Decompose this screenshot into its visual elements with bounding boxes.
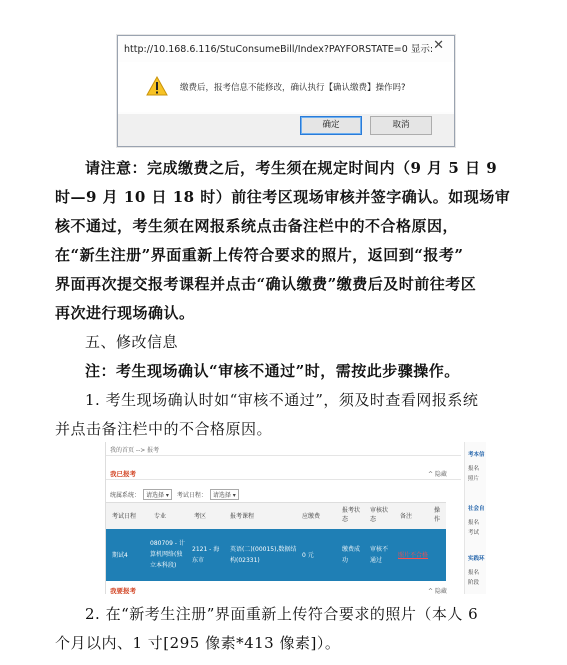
hide-toggle[interactable]: ^ 隐藏 <box>428 471 447 478</box>
panel-item[interactable]: 考试 <box>468 530 480 536</box>
ok-button[interactable]: 确定 <box>300 116 362 135</box>
cell-course-1: 英语(二)(00015),数据结 <box>230 546 297 553</box>
step-2-line-1: 2. 在“新考生注册”界面重新上传符合要求的照片（本人 6 <box>85 605 479 623</box>
cell-status-2: 功 <box>342 557 349 564</box>
right-side-panel <box>464 442 486 594</box>
panel-item[interactable]: 报名 <box>468 520 480 526</box>
cell-audit-1: 审核不 <box>370 546 389 553</box>
panel-item[interactable]: 社会自 <box>468 506 485 512</box>
system-select[interactable]: 请选择 ▾ <box>143 489 172 500</box>
section-title: 我已报考 <box>110 470 136 478</box>
reject-reason-link[interactable]: 照片不合格 <box>398 552 429 559</box>
note-line-3: 核不通过，考生须在网报系统点击备注栏中的不合格原因， <box>55 217 459 235</box>
column-header: 专业 <box>154 513 167 520</box>
cell-course-2: 构(02331) <box>230 557 260 564</box>
panel-item[interactable]: 报名 <box>468 570 480 576</box>
table-header <box>106 502 446 530</box>
section-title: 我要报考 <box>110 587 136 594</box>
cell-audit-2: 通过 <box>370 557 383 564</box>
step-1-line-1: 1. 考生现场确认时如“审核不通过”，须及时查看网报系统 <box>85 391 479 409</box>
warning-icon <box>146 76 168 96</box>
panel-item[interactable]: 报名 <box>468 466 480 472</box>
confirm-dialog <box>117 35 455 147</box>
dialog-message: 缴费后，报考信息不能修改，确认执行【确认缴费】操作吗? <box>180 83 406 93</box>
dialog-title: http://10.168.6.116/StuConsumeBill/Index?PAYFORSTATE=0 显示: <box>124 44 434 55</box>
cell-date: 期试4 <box>112 552 128 559</box>
step-2-line-2: 个月以内、1 寸[295 像素*413 像素]）。 <box>55 634 341 652</box>
schedule-select[interactable]: 请选择 ▾ <box>210 489 239 500</box>
panel-item[interactable]: 照片 <box>468 476 480 482</box>
panel-item[interactable]: 考本信 <box>468 452 485 458</box>
cell-major-3: 立本科段) <box>150 562 177 569</box>
cell-status-1: 缴费成 <box>342 546 361 553</box>
filter-bar <box>110 489 242 500</box>
section-heading: 五、修改信息 <box>85 333 179 351</box>
column-header: 审核状态 <box>370 507 389 523</box>
note-line-6: 再次进行现场确认。 <box>55 304 195 322</box>
column-header: 备注 <box>400 513 413 520</box>
note-line-1: 请注意：完成缴费之后，考生须在规定时间内（9 月 5 日 9 <box>85 159 498 177</box>
panel-item[interactable]: 实践环 <box>468 556 485 562</box>
close-icon[interactable]: ✕ <box>433 38 444 53</box>
column-header: 操作 <box>434 507 441 523</box>
hide-toggle[interactable]: ^ 隐藏 <box>428 588 447 594</box>
registration-screenshot <box>105 442 486 594</box>
breadcrumb[interactable]: 我的首页 --> 报考 <box>110 447 160 454</box>
note-line-4: 在“新生注册”界面重新上传符合要求的照片，返回到“报考” <box>55 246 464 264</box>
cell-fee: 0 元 <box>302 552 314 559</box>
note-2: 注：考生现场确认“审核不通过”时，需按此步骤操作。 <box>85 362 460 380</box>
cell-major-2: 算机网络(独 <box>150 551 183 558</box>
column-header: 应缴费 <box>302 513 321 520</box>
note-line-2: 时—9 月 10 日 18 时）前往考区现场审核并签字确认。如现场审 <box>55 188 511 206</box>
divider <box>106 455 461 456</box>
filter-label: 统属系统： <box>110 492 141 499</box>
cell-area-1: 2121 - 海 <box>192 546 220 553</box>
cell-major-1: 080709 - 计 <box>150 540 185 547</box>
divider <box>106 479 461 480</box>
note-line-5: 界面再次提交报考课程并点击“确认缴费”缴费后及时前往考区 <box>55 275 477 293</box>
column-header: 报考状态 <box>342 507 361 523</box>
panel-item[interactable]: 阶段 <box>468 580 480 586</box>
filter-label: 考试日程： <box>176 492 207 499</box>
column-header: 报考课程 <box>230 513 255 520</box>
column-header: 考试日程 <box>112 513 137 520</box>
table-row <box>106 529 446 581</box>
column-header: 考区 <box>194 513 207 520</box>
step-1-line-2: 并点击备注栏中的不合格原因。 <box>55 420 273 438</box>
cancel-button[interactable]: 取消 <box>370 116 432 135</box>
cell-area-2: 东市 <box>192 557 205 564</box>
